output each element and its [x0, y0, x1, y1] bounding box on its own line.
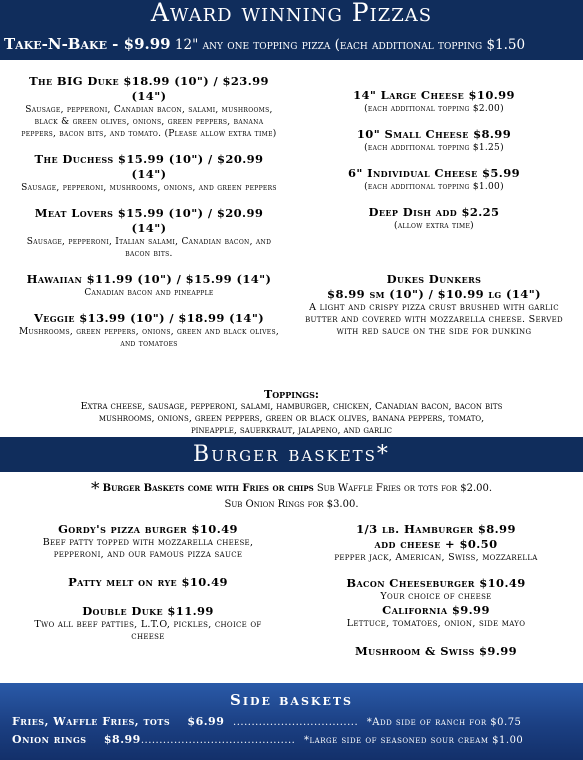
menu-item-individual-cheese [305, 166, 563, 193]
burger-note-line2: Sub Onion Rings for $3.00. [224, 499, 359, 510]
menu-item-addon: add cheese + $0.50 [374, 537, 498, 551]
menu-item-title: 10" Small Cheese $8.99 [356, 127, 512, 141]
side-item-dots: .......................................... [140, 735, 296, 746]
menu-item-duchess [18, 152, 280, 194]
asterisk-mark: * [90, 479, 100, 499]
menu-item-desc: pepper jack, American, Swiss, mozzarella [334, 552, 538, 563]
menu-item-gordys-pizza-burger [22, 522, 274, 561]
pizza-section-banner [0, 0, 583, 28]
side-item-dots: .................................. [233, 717, 359, 728]
side-item-name: Fries, Waffle Fries, tots [12, 715, 171, 728]
menu-item-title: The Duchess $15.99 (10") / $20.99 (14") [34, 152, 264, 181]
side-row-onion-rings [12, 733, 523, 746]
menu-item-large-cheese [305, 88, 563, 115]
menu-item-meat-lovers [18, 206, 280, 260]
menu-item-title: Double Duke $11.99 [82, 604, 214, 618]
pizza-right-column [305, 88, 563, 244]
menu-item-title: California $9.99 [382, 603, 490, 617]
menu-item-title: Deep Dish add $2.25 [368, 205, 500, 219]
menu-item-desc: (each additional topping $1.25) [364, 143, 504, 153]
menu-item-title: 14" Large Cheese $10.99 [353, 88, 515, 102]
side-baskets-panel [0, 683, 583, 760]
menu-item-hamburger [310, 522, 562, 564]
burger-left-column [22, 522, 274, 655]
menu-item-dukes-dunkers [305, 272, 563, 338]
take-n-bake-bar [0, 28, 583, 60]
menu-item-title: 6" Individual Cheese $5.99 [347, 166, 521, 180]
toppings-title: Toppings: [264, 388, 319, 401]
menu-item-title: The BIG Duke $18.99 (10") / $23.99 (14") [29, 74, 269, 103]
menu-item-desc: Lettuce, tomatoes, onion, side mayo [346, 618, 526, 629]
menu-item-double-duke [22, 604, 274, 643]
menu-item-desc: Two all beef patties, L.T.O, pickles, choice of cheese [34, 619, 262, 642]
take-n-bake-label: Take-N-Bake - $9.99 [4, 35, 171, 53]
side-item-note: *Add side of ranch for $0.75 [366, 717, 522, 728]
menu-item-desc: Your choice of cheese [380, 591, 492, 602]
menu-item-title: Veggie $13.99 (10") / $18.99 (14") [33, 311, 265, 325]
menu-item-desc: Mushrooms, green peppers, onions, green and black olives, and tomatoes [18, 327, 280, 349]
menu-item-title: 1/3 lb. Hamburger $8.99 [356, 522, 516, 536]
dunkers-price: $8.99 sm (10") / $10.99 lg (14") [327, 287, 541, 301]
side-item-note: *large side of seasoned sour cream $1.00 [304, 735, 524, 746]
menu-item-deep-dish [305, 205, 563, 232]
menu-item-desc: (allow extra time) [394, 221, 474, 231]
pizza-section-title: Award winning Pizzas [150, 0, 433, 27]
side-item-price: $8.99 [103, 733, 141, 746]
menu-item-title: Gordy's pizza burger $10.49 [58, 522, 238, 536]
menu-item-bacon-cheeseburger [310, 576, 562, 603]
menu-item-small-cheese [305, 127, 563, 154]
burger-right-column [310, 522, 562, 659]
menu-item-title: Patty melt on rye $10.49 [68, 575, 228, 589]
side-row-fries [12, 715, 521, 728]
menu-item-desc: Beef patty topped with mozzarella cheese, pepperoni, and our famous pizza sauce [42, 537, 254, 560]
menu-item-title: Hawaiian $11.99 (10") / $15.99 (14") [26, 272, 272, 286]
dunkers-title: Dukes Dunkers [386, 272, 482, 286]
menu-item-desc: Sausage, pepperoni, Canadian bacon, salami, mushrooms, black & green olives, onions, green peppers, banana peppers, bacon bits, and tomato. (Please allow extra time) [21, 105, 277, 139]
menu-item-desc: (each additional topping $1.00) [364, 182, 504, 192]
burger-note-rest: Sub Waffle Fries or tots for $2.00. [313, 483, 493, 494]
pizza-left-column [18, 74, 280, 362]
menu-item-hawaiian [18, 272, 280, 299]
menu-item-title: Mushroom & Swiss $9.99 [354, 644, 518, 658]
menu-item-desc: Sausage, pepperoni, mushrooms, onions, and green peppers [21, 183, 277, 193]
menu-item-title: Bacon Cheeseburger $10.49 [346, 576, 526, 590]
menu-item-title: Meat Lovers $15.99 (10") / $20.99 (14") [34, 206, 264, 235]
menu-item-california [310, 603, 562, 630]
menu-item-patty-melt [22, 575, 274, 590]
menu-item-desc: Sausage, pepperoni, Italian salami, Canadian bacon, and bacon bits. [26, 237, 272, 259]
side-item-price: $6.99 [187, 715, 225, 728]
toppings-block [0, 388, 583, 437]
toppings-line: Extra cheese, sausage, pepperoni, salami, hamburger, chicken, Canadian bacon, bacon bits [80, 401, 503, 412]
side-item-name: Onion rings [12, 733, 87, 746]
side-baskets-title: Side baskets [230, 691, 353, 709]
toppings-line: pineapple, sauerkraut, jalapeno, and garlic [190, 425, 393, 436]
burger-note-bold: Burger Baskets come with Fries or chips [102, 483, 314, 494]
menu-item-big-duke [18, 74, 280, 140]
burger-note [0, 481, 583, 512]
toppings-line: mushrooms, onions, green peppers, green or black olives, banana peppers, tomato, [98, 413, 485, 424]
menu-item-desc: (each additional topping $2.00) [364, 104, 504, 114]
menu-item-veggie [18, 311, 280, 350]
burger-section-banner [0, 437, 583, 472]
menu-item-mushroom-swiss [310, 644, 562, 659]
burger-section-title: Burger baskets* [193, 442, 390, 467]
take-n-bake-desc: 12" any one topping pizza (each additional topping $1.50 [174, 37, 526, 53]
dunkers-desc: A light and crispy pizza crust brushed with garlic butter and covered with mozzarella cheese. Served with red sauce on the side for dunking [305, 302, 563, 337]
menu-item-desc: Canadian bacon and pineapple [84, 288, 214, 298]
